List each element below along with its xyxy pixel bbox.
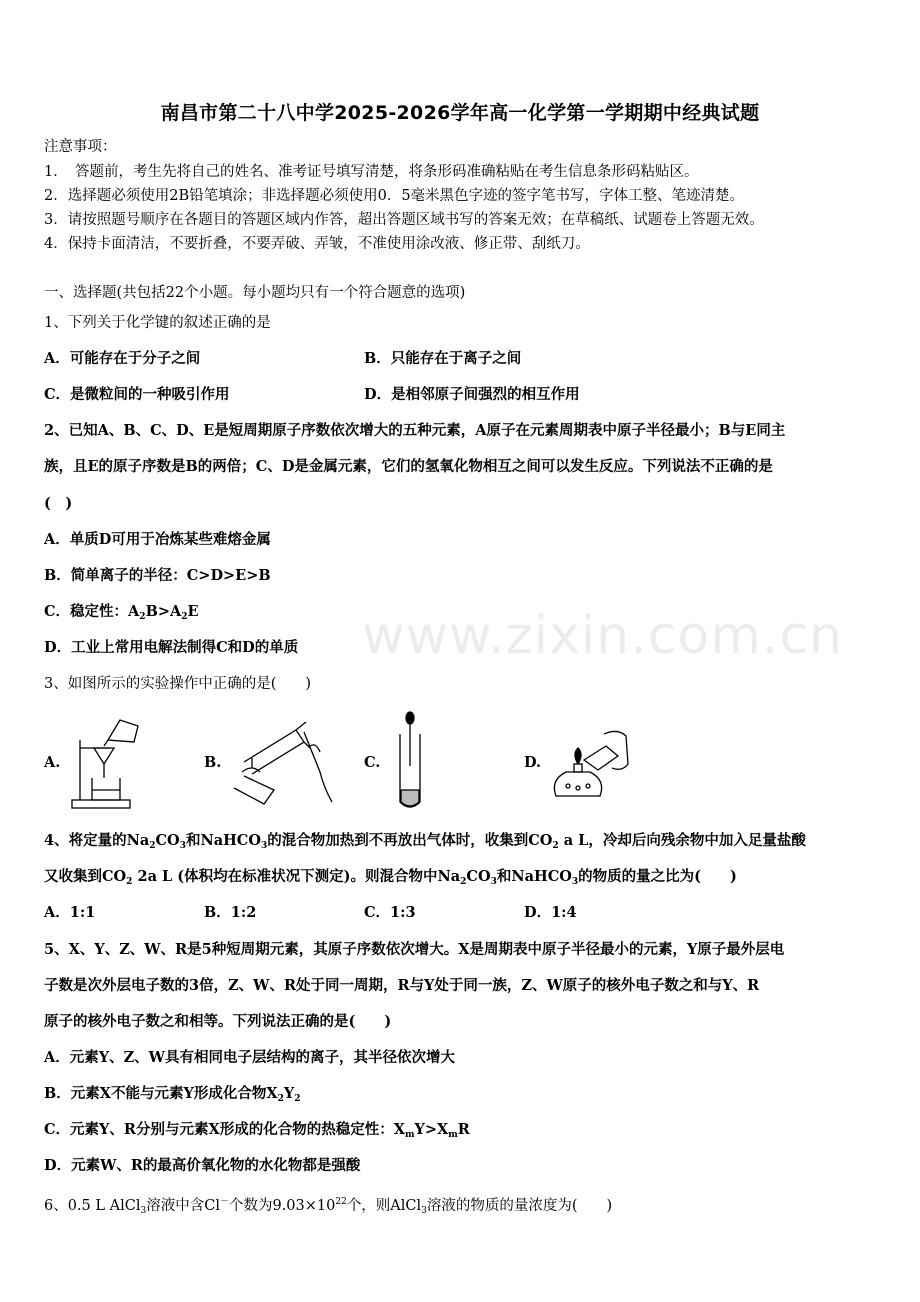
notice-item-4: 4．保持卡面清洁，不要折叠，不要弄破、弄皱，不准使用涂改液、修正带、刮纸刀。 — [44, 236, 590, 252]
heating-test-tube-icon — [224, 712, 344, 812]
q1-option-d: D．是相邻原子间强烈的相互作用 — [364, 386, 580, 403]
alcohol-lamp-icon — [548, 722, 632, 800]
q5-stem-line2: 子数是次外层电子数的3倍，Z、W、R处于同一周期，R与Y处于同一族，Z、W原子的核外电子数之和与Y、R — [44, 977, 760, 994]
filtration-apparatus-icon — [64, 712, 144, 812]
section-heading: 一、选择题(共包括22个小题。每小题均只有一个符合题意的选项) — [44, 285, 466, 301]
q1-option-b: B．只能存在于离子之间 — [364, 350, 522, 367]
q5-stem-line1: 5、X、Y、Z、W、R是5种短周期元素，其原子序数依次增大。X是周期表中原子半径最小的元素，Y原子最外层电 — [44, 941, 785, 958]
watermark: www.zixin.com.cn — [362, 606, 843, 666]
q2-stem-line3: ( ) — [44, 495, 73, 512]
q4-option-a: A．1:1 — [44, 904, 96, 921]
q5-option-c: C．元素Y、R分别与元素X形成的化合物的热稳定性：$X_mY>X_mR$ — [44, 1121, 470, 1140]
notice-item-3: 3．请按照题号顺序在各题目的答题区域内作答，超出答题区域书写的答案无效；在草稿纸、试题卷上答题无效。 — [44, 212, 764, 228]
q5-option-b: B．元素X不能与元素Y形成化合物$X_2Y_2$ — [44, 1085, 301, 1104]
notice-item-1: 1． 答题前，考生先将自己的姓名、准考证号填写清楚，将条形码准确粘贴在考生信息条形码粘贴区。 — [44, 164, 699, 180]
q5-option-a: A．元素Y、Z、W具有相同电子层结构的离子，其半径依次增大 — [44, 1049, 455, 1066]
q4-stem-line1: 4、将定量的$Na_2CO_3$和NaHCO$_3$的混合物加热到不再放出气体时，收集到$CO_2$ a L，冷却后向残余物中加入足量盐酸 — [44, 832, 806, 851]
q2-stem-line2: 族，且E的原子序数是B的两倍；C、D是金属元素，它们的氢氧化物相互之间可以发生反应。下列说法不正确的是 — [44, 458, 773, 475]
q5-option-d: D．元素W、R的最高价氧化物的水化物都是强酸 — [44, 1157, 361, 1174]
q1-option-c: C．是微粒间的一种吸引作用 — [44, 386, 230, 403]
q2-option-d: D．工业上常用电解法制得C和D的单质 — [44, 639, 299, 656]
q2-option-a: A．单质D可用于冶炼某些难熔金属 — [44, 531, 271, 548]
page-title: 南昌市第二十八中学2025-2026学年高一化学第一学期期中经典试题 — [160, 102, 760, 124]
q1-option-a: A．可能存在于分子之间 — [44, 350, 201, 367]
dropper-test-tube-icon — [392, 710, 428, 814]
q6-stem: 6、0.5 L AlCl$_3$溶液中含Cl－个数为$9.03\times 10^{22}$个，则AlCl$_3$溶液的物质的量浓度为( ) — [44, 1197, 613, 1216]
q2-option-c: C．稳定性：$A_2B>A_2E$ — [44, 603, 199, 622]
q3-label-b: B. — [204, 754, 222, 771]
q4-option-d: D．1:4 — [524, 904, 577, 921]
q4-option-c: C．1:3 — [364, 904, 416, 921]
notice-heading: 注意事项： — [44, 139, 117, 155]
q4-stem-line2: 又收集到$CO_2$ 2a L (体积均在标准状况下测定)。则混合物中$Na_2CO_3$和NaHCO$_3$的物质的量之比为( ) — [44, 868, 737, 887]
q2-option-b: B．简单离子的半径：C>D>E>B — [44, 567, 271, 584]
q1-stem: 1、下列关于化学键的叙述正确的是 — [44, 315, 271, 331]
q3-label-d: D. — [524, 754, 542, 771]
notice-item-2: 2．选择题必须使用2B铅笔填涂；非选择题必须使用0．5毫米黑色字迹的签字笔书写，字体工整、笔迹清楚。 — [44, 188, 745, 204]
q4-option-b: B．1:2 — [204, 904, 257, 921]
q3-label-a: A. — [44, 754, 61, 771]
q5-stem-line3: 原子的核外电子数之和相等。下列说法正确的是( ) — [44, 1013, 392, 1030]
q2-stem-line1: 2、已知A、B、C、D、E是短周期原子序数依次增大的五种元素，A原子在元素周期表中原子半径最小；B与E同主 — [44, 422, 786, 439]
q3-label-c: C. — [364, 754, 381, 771]
q3-stem: 3、如图所示的实验操作中正确的是( ) — [44, 676, 312, 692]
